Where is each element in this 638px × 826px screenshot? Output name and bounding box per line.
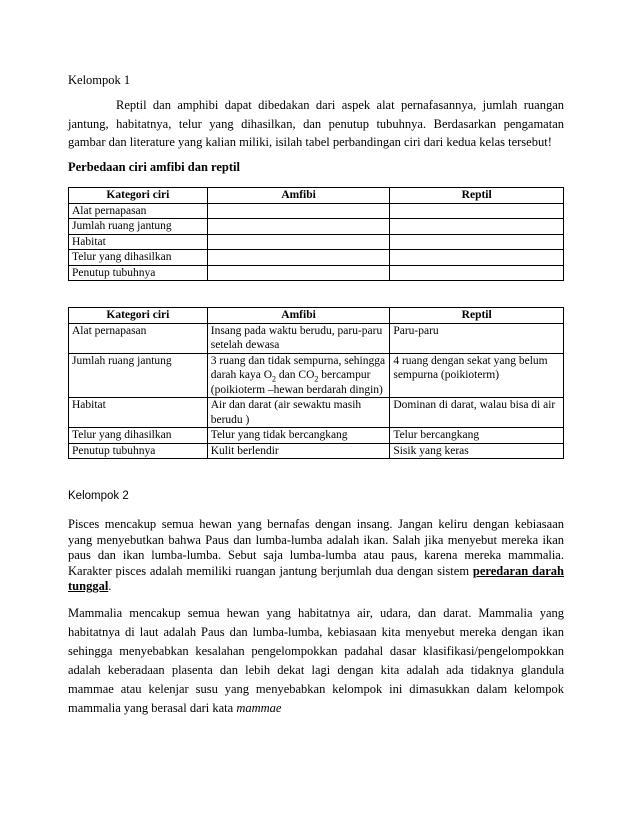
row-reptil: 4 ruang dengan sekat yang belum sempurna (poikioterm)	[390, 353, 564, 398]
amfibi-text-c: bercampur (poikioterm –hewan berdarah dingin)	[210, 369, 383, 396]
row-label: Jumlah ruang jantung	[69, 219, 208, 235]
table-row	[69, 265, 564, 281]
row-kategori: Telur yang dihasilkan	[69, 428, 208, 444]
row-kategori: Alat pernapasan	[69, 323, 208, 353]
row-label: Habitat	[69, 234, 208, 250]
amfibi-text-b: dan CO	[276, 369, 315, 381]
empty-cell	[390, 234, 564, 250]
table-row	[69, 353, 564, 398]
table-row	[69, 219, 564, 235]
subscript: 2	[314, 374, 319, 384]
header-reptil: Reptil	[390, 308, 564, 324]
table-row	[69, 203, 564, 219]
empty-cell	[390, 265, 564, 281]
table-row	[69, 250, 564, 266]
group1-intro: Reptil dan amphibi dapat dibedakan dari aspek alat pernafasannya, jumlah ruangan jantung, habitatnya, telur yang dihasilkan, dan penutup tubuhnya. Berdasarkan pengamatan gambar dan literature yang kalian miliki, isilah tabel perbandingan ciri dari kedua kelas tersebut!	[68, 98, 564, 149]
empty-cell	[390, 203, 564, 219]
empty-comparison-table	[68, 187, 564, 281]
header-kategori: Kategori ciri	[69, 308, 208, 324]
comparison-table-title: Perbedaan ciri amfibi dan reptil	[68, 160, 240, 174]
empty-cell	[207, 203, 390, 219]
empty-cell	[207, 265, 390, 281]
header-amfibi: Amfibi	[207, 188, 390, 204]
row-reptil: Telur bercangkang	[390, 428, 564, 444]
empty-cell	[207, 219, 390, 235]
row-amfibi: Kulit berlendir	[207, 443, 390, 459]
table-row	[69, 398, 564, 428]
empty-cell	[390, 250, 564, 266]
empty-cell	[207, 234, 390, 250]
row-reptil: Paru-paru	[390, 323, 564, 353]
amfibi-text-a: 3 ruang dan tidak sempurna, sehingga darah kaya O	[210, 354, 386, 381]
table-row	[69, 234, 564, 250]
row-label: Alat pernapasan	[69, 203, 208, 219]
row-amfibi	[207, 353, 390, 398]
mammalia-paragraph	[68, 604, 564, 718]
row-kategori: Jumlah ruang jantung	[69, 353, 208, 398]
table-header-row	[69, 308, 564, 324]
row-amfibi: Air dan darat (air sewaktu masih berudu )	[207, 398, 390, 428]
empty-cell	[207, 250, 390, 266]
row-amfibi: Telur yang tidak bercangkang	[207, 428, 390, 444]
pisces-text: Pisces mencakup semua hewan yang bernafas dengan insang. Jangan keliru dengan kebiasaan yang menyebutkan bahwa Paus dan lumba-lumba adalah ikan. Salah jika menyebut mereka ikan paus dan ikan lumba-lumba. Sebut saja lumba-lumba atau paus, karena mereka mammalia. Karakter pisces adalah memiliki ruangan jantung berjumlah dua dengan sistem	[68, 517, 564, 578]
row-label: Telur yang dihasilkan	[69, 250, 208, 266]
row-reptil: Sisik yang keras	[390, 443, 564, 459]
row-amfibi: Insang pada waktu berudu, paru-paru setelah dewasa	[207, 323, 390, 353]
table-row	[69, 428, 564, 444]
group1-title: Kelompok 1	[68, 73, 131, 87]
empty-cell	[390, 219, 564, 235]
mammalia-italic: mammae	[236, 701, 282, 715]
mammalia-text: Mammalia mencakup semua hewan yang habitatnya air, udara, dan darat. Mammalia yang habitatnya di laut adalah Paus dan lumba-lumba, kebiasaan kita menyebut mereka dengan ikan sehingga menyebabkan kesalahan pengelompokkan padahal dasar klasifikasi/pengelompokkan adalah keberadaan plasenta dan lebih dekat lagi dengan kita adalah ada tidaknya glandula mammae atau kelenjar susu yang menyebabkan kelompok ini dimasukkan dalam kelompok mammalia yang berasal dari kata	[68, 606, 564, 715]
header-reptil: Reptil	[390, 188, 564, 204]
header-kategori: Kategori ciri	[69, 188, 208, 204]
row-kategori: Habitat	[69, 398, 208, 428]
pisces-paragraph	[68, 517, 564, 595]
pisces-end: .	[108, 579, 112, 593]
row-kategori: Penutup tubuhnya	[69, 443, 208, 459]
row-reptil: Dominan di darat, walau bisa di air	[390, 398, 564, 428]
header-amfibi: Amfibi	[207, 308, 390, 324]
table-header-row	[69, 188, 564, 204]
row-label: Penutup tubuhnya	[69, 265, 208, 281]
subscript: 2	[272, 374, 277, 384]
filled-comparison-table	[68, 307, 564, 459]
pisces-emphasis: peredaran darah tunggal	[68, 563, 564, 593]
table-row	[69, 443, 564, 459]
group2-title: Kelompok 2	[68, 490, 129, 502]
table-row	[69, 323, 564, 353]
